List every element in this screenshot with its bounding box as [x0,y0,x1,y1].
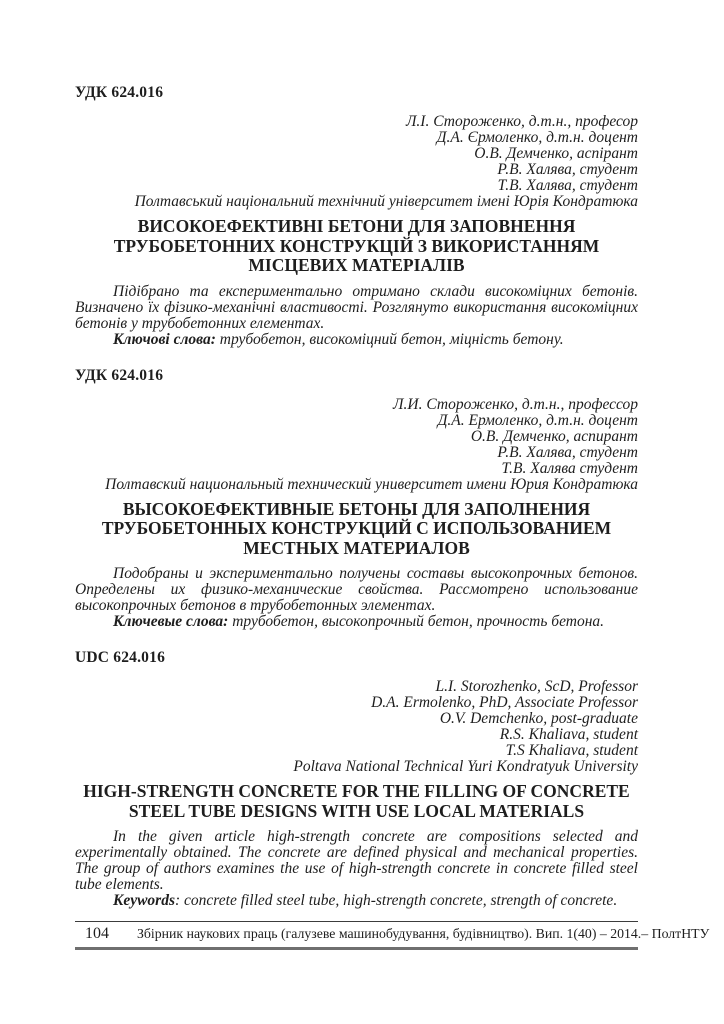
author-line: L.I. Storozhenko, ScD, Professor [435,678,638,695]
keywords-label: Ключевые слова: [113,613,229,630]
keywords-text: трубобетон, высокопрочный бетон, прочность бетона. [228,613,605,630]
page-footer [75,921,710,950]
institution-line: Полтавський національний технічний університет імені Юрія Кондратюка [134,193,638,210]
institution-line: Poltava National Technical Yuri Kondratyuk University [293,758,638,775]
author-line: Т.В. Халява, студент [497,177,638,194]
article-title: ВИСОКОЕФЕКТИВНІ БЕТОНИ ДЛЯ ЗАПОВНЕННЯ ТРУБОБЕТОННИХ КОНСТРУКЦІЙ З ВИКОРИСТАННЯМ МІСЦЕВИХ МАТЕРІАЛІВ [113,216,600,275]
keywords-line [75,893,638,909]
keywords-line [75,332,638,348]
author-line: Р.В. Халява, студент [497,443,638,461]
keywords-line [75,614,638,630]
abstract-section-ukrainian [75,85,638,348]
author-line: R.S. Khaliava, student [499,726,638,743]
author-line: Л.І. Стороженко, д.т.н., професор [405,113,638,130]
author-line: О.В. Демченко, аспірант [474,145,638,162]
author-block [75,114,638,210]
institution-line: Полтавский национальный технический университет имени Юрия Кондратюка [105,475,638,493]
footer-journal-line: Збірник наукових праць (галузеве машинобудування, будівництво). Вип. 1(40) – 2014.– ПолтНТУ [137,926,710,941]
keywords-text: : concrete filled steel tube, high-strength concrete, strength of concrete. [175,892,618,909]
article-title: HIGH-STRENGTH CONCRETE FOR THE FILLING OF CONCRETE STEEL TUBE DESIGNS WITH USE LOCAL MATERIALS [83,781,630,821]
author-line: D.A. Ermolenko, PhD, Associate Professor [371,694,638,711]
keywords-label: Ключові слова: [113,330,216,348]
author-line: O.V. Demchenko, post-graduate [439,710,638,727]
abstract-paragraph: In the given article high-strength concrete are compositions selected and experimentally obtained. The concrete are defined physical and mechanical properties. The group of authors examines the use of high-strength concrete in concrete filled steel tube elements. [75,828,638,893]
udc-code: УДК 624.016 [75,366,164,384]
page-number: 104 [85,925,109,942]
author-line: Д.А. Єрмоленко, д.т.н. доцент [436,129,638,146]
author-line: О.В. Демченко, аспирант [470,427,638,445]
abstract-paragraph: Подобраны и экспериментально получены составы высокопрочных бетонов. Определены их физико-механические свойства. Рассмотрено использование высокопрочных бетонов в трубобетонных элементах. [75,565,638,614]
footer-row [75,925,710,943]
keywords-text: трубобетон, високоміцний бетон, міцність бетону. [215,330,564,348]
abstract-paragraph: Підібрано та експериментально отримано склади високоміцних бетонів. Визначено їх фізико-механічні властивості. Розглянуто використання високоміцних бетонів у трубобетонних елементах. [75,282,638,332]
author-block [75,679,638,775]
udc-code: UDC 624.016 [75,649,166,666]
udc-code: УДК 624.016 [75,84,164,101]
page-content [75,85,638,909]
author-line: Т.В. Халява студент [501,459,638,477]
article-title: ВЫСОКОЕФЕКТИВНЫЕ БЕТОНЫ ДЛЯ ЗАПОЛНЕНИЯ ТРУБОБЕТОННЫХ КОНСТРУКЦИЙ С ИСПОЛЬЗОВАНИЕМ МЕСТНЫХ МАТЕРИАЛОВ [101,498,612,558]
abstract-section-russian [75,368,638,631]
abstract-section-english [75,650,638,909]
author-line: Р.В. Халява, студент [497,161,638,178]
author-line: Л.И. Стороженко, д.т.н., профессор [393,395,638,413]
keywords-label: Keywords [113,892,175,909]
author-line: T.S Khaliava, student [505,742,638,759]
author-block [75,397,638,493]
author-line: Д.А. Ермоленко, д.т.н. доцент [437,411,638,429]
